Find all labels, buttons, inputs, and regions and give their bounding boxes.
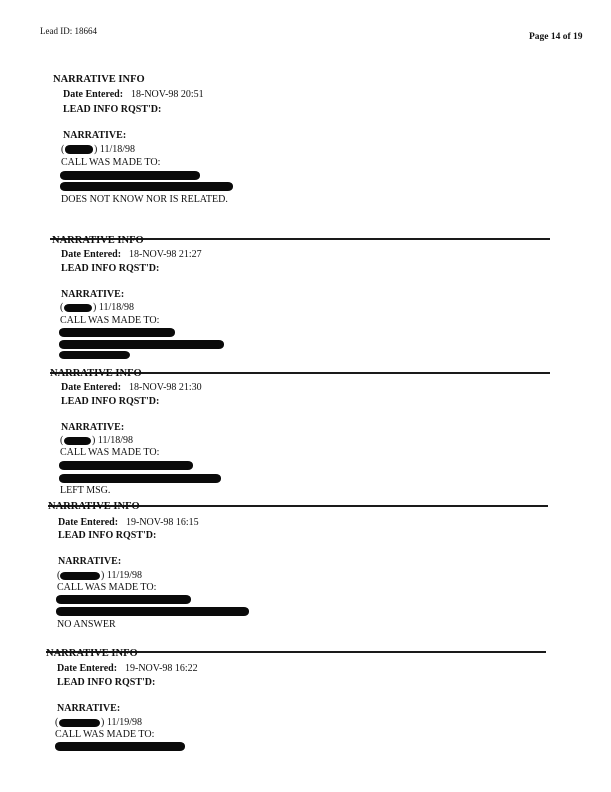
section-title: NARRATIVE INFO <box>46 648 138 659</box>
narrative-date: ) 11/18/98 <box>94 144 136 155</box>
redaction-block <box>59 474 221 483</box>
call-made-text: CALL WAS MADE TO: <box>60 315 160 326</box>
redaction-block <box>60 572 100 580</box>
redaction-block <box>56 595 191 604</box>
redaction-block <box>60 171 200 180</box>
date-entered-label: Date Entered: <box>61 382 122 393</box>
narrative-date: ) 11/19/98 <box>101 570 143 581</box>
narrative-open-paren: ( <box>61 144 65 155</box>
date-entered-label: Date Entered: <box>57 663 118 674</box>
redaction-block <box>64 304 92 312</box>
section-title: NARRATIVE INFO <box>48 501 140 512</box>
narrative-open-paren: ( <box>57 570 61 581</box>
narrative-open-paren: ( <box>55 717 59 728</box>
page-number: Page 14 of 19 <box>529 32 583 42</box>
date-entered-value: 18-NOV-98 21:27 <box>129 249 202 260</box>
date-entered-label: Date Entered: <box>61 249 122 260</box>
section-title: NARRATIVE INFO <box>50 368 142 379</box>
narrative-open-paren: ( <box>60 435 64 446</box>
lead-info-label: LEAD INFO RQST'D: <box>58 530 157 541</box>
redaction-block <box>59 461 193 470</box>
call-made-text: CALL WAS MADE TO: <box>55 729 155 740</box>
call-made-text: CALL WAS MADE TO: <box>57 582 157 593</box>
lead-info-label: LEAD INFO RQST'D: <box>57 677 156 688</box>
narrative-label: NARRATIVE: <box>58 556 122 567</box>
redaction-block <box>59 351 130 359</box>
lead-info-label: LEAD INFO RQST'D: <box>61 396 160 407</box>
section-title: NARRATIVE INFO <box>52 235 144 246</box>
narrative-result: NO ANSWER <box>57 619 116 630</box>
narrative-label: NARRATIVE: <box>61 422 125 433</box>
section-title: NARRATIVE INFO <box>53 74 145 85</box>
redaction-block <box>59 340 224 349</box>
redaction-block <box>65 145 93 154</box>
date-entered-value: 18-NOV-98 21:30 <box>129 382 202 393</box>
narrative-open-paren: ( <box>60 302 64 313</box>
call-made-text: CALL WAS MADE TO: <box>60 447 160 458</box>
redaction-block <box>64 437 91 445</box>
narrative-label: NARRATIVE: <box>63 130 127 141</box>
narrative-label: NARRATIVE: <box>61 289 125 300</box>
narrative-result: LEFT MSG. <box>60 485 111 496</box>
lead-id: Lead ID: 18664 <box>40 26 97 36</box>
date-entered-value: 19-NOV-98 16:15 <box>126 517 199 528</box>
call-made-text: CALL WAS MADE TO: <box>61 157 161 168</box>
redaction-block <box>55 742 185 751</box>
lead-info-label: LEAD INFO RQST'D: <box>63 104 162 115</box>
narrative-date: ) 11/18/98 <box>92 435 134 446</box>
lead-info-label: LEAD INFO RQST'D: <box>61 263 160 274</box>
date-entered-value: 19-NOV-98 16:22 <box>125 663 198 674</box>
narrative-date: ) 11/18/98 <box>93 302 135 313</box>
date-entered-value: 18-NOV-98 20:51 <box>131 89 204 100</box>
redaction-block <box>60 182 233 191</box>
date-entered-label: Date Entered: <box>58 517 119 528</box>
redaction-block <box>56 607 249 616</box>
date-entered-label: Date Entered: <box>63 89 124 100</box>
redaction-block <box>59 719 100 727</box>
narrative-date: ) 11/19/98 <box>101 717 143 728</box>
narrative-result: DOES NOT KNOW NOR IS RELATED. <box>61 194 228 205</box>
redaction-block <box>59 328 175 337</box>
narrative-label: NARRATIVE: <box>57 703 121 714</box>
